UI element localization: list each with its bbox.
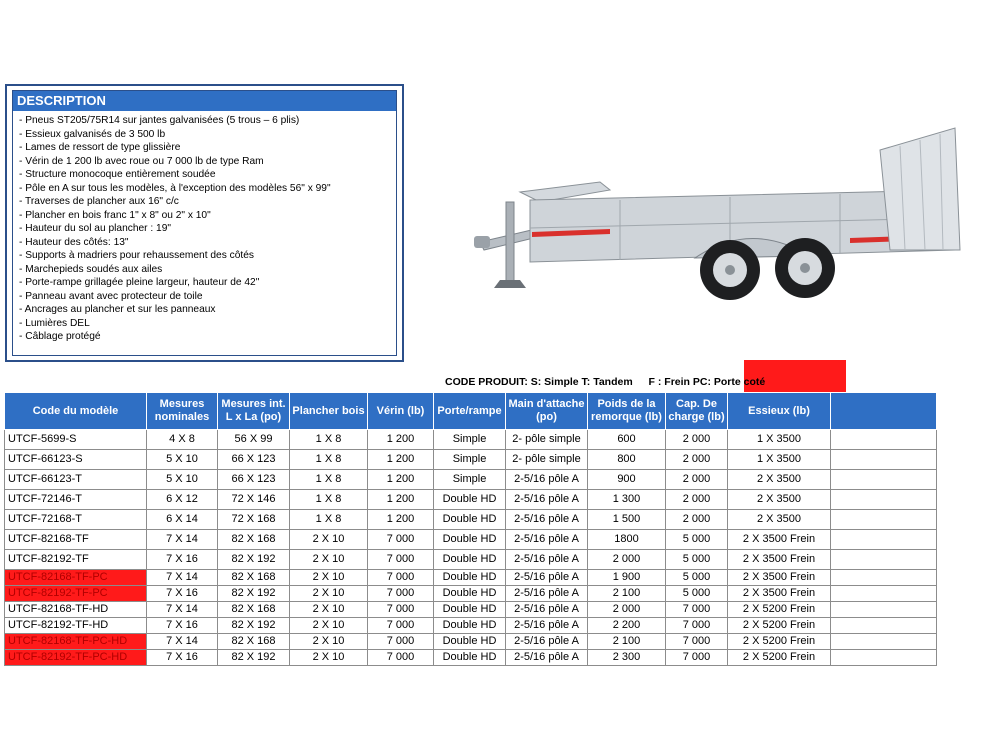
cell-coupler: 2-5/16 pôle A [506, 570, 588, 586]
header-nominal-size: Mesures nominales [147, 393, 218, 430]
cell-axles: 2 X 5200 Frein [728, 602, 831, 618]
description-item: - Vérin de 1 200 lb avec roue ou 7 000 lb de type Ram [19, 155, 264, 167]
table-body [5, 430, 937, 666]
cell-capacity: 2 000 [666, 450, 728, 470]
cell-interior: 66 X 123 [218, 450, 290, 470]
cell-model-code: UTCF-66123-S [5, 450, 147, 470]
cell-extra [831, 510, 937, 530]
cell-model-code: UTCF-82168-TF-PC-HD [5, 634, 147, 650]
header-jack: Vérin (lb) [368, 393, 434, 430]
cell-nominal: 5 X 10 [147, 450, 218, 470]
table-row [5, 570, 937, 586]
cell-floor: 2 X 10 [290, 602, 368, 618]
cell-capacity: 2 000 [666, 430, 728, 450]
cell-interior: 72 X 146 [218, 490, 290, 510]
cell-gate: Simple [434, 450, 506, 470]
cell-model-code: UTCF-82168-TF [5, 530, 147, 550]
cell-capacity: 2 000 [666, 510, 728, 530]
description-item: - Plancher en bois franc 1" x 8" ou 2" x 10" [19, 209, 211, 221]
cell-extra [831, 490, 937, 510]
product-code-legend [445, 376, 765, 388]
cell-coupler: 2-5/16 pôle A [506, 602, 588, 618]
cell-weight: 1800 [588, 530, 666, 550]
cell-nominal: 6 X 14 [147, 510, 218, 530]
table-row [5, 618, 937, 634]
cell-jack: 7 000 [368, 530, 434, 550]
header-model-code: Code du modèle [5, 393, 147, 430]
cell-axles: 2 X 3500 [728, 470, 831, 490]
table-row [5, 510, 937, 530]
description-item: - Essieux galvanisés de 3 500 lb [19, 128, 166, 140]
cell-model-code: UTCF-66123-T [5, 470, 147, 490]
cell-weight: 2 100 [588, 586, 666, 602]
cell-interior: 82 X 168 [218, 602, 290, 618]
cell-model-code: UTCF-5699-S [5, 430, 147, 450]
table-row [5, 450, 937, 470]
cell-model-code: UTCF-82168-TF-HD [5, 602, 147, 618]
cell-capacity: 2 000 [666, 490, 728, 510]
cell-floor: 2 X 10 [290, 634, 368, 650]
cell-gate: Double HD [434, 634, 506, 650]
cell-extra [831, 470, 937, 490]
cell-coupler: 2-5/16 pôle A [506, 618, 588, 634]
cell-coupler: 2-5/16 pôle A [506, 470, 588, 490]
header-wood-floor: Plancher bois [290, 393, 368, 430]
cell-weight: 2 000 [588, 550, 666, 570]
cell-gate: Double HD [434, 602, 506, 618]
cell-weight: 2 100 [588, 634, 666, 650]
table-row [5, 530, 937, 550]
cell-interior: 82 X 192 [218, 650, 290, 666]
models-table [4, 392, 937, 666]
cell-extra [831, 634, 937, 650]
cell-axles: 2 X 3500 Frein [728, 530, 831, 550]
description-item: - Ancrages au plancher et sur les panneaux [19, 304, 216, 315]
description-item: - Panneau avant avec protecteur de toile [19, 290, 203, 302]
legend-simple: S: Simple [530, 376, 579, 388]
cell-jack: 7 000 [368, 550, 434, 570]
cell-axles: 2 X 5200 Frein [728, 634, 831, 650]
cell-coupler: 2-5/16 pôle A [506, 586, 588, 602]
cell-weight: 1 500 [588, 510, 666, 530]
cell-axles: 2 X 3500 Frein [728, 586, 831, 602]
cell-capacity: 7 000 [666, 634, 728, 650]
cell-nominal: 4 X 8 [147, 430, 218, 450]
description-item: - Supports à madriers pour rehaussement des côtés [19, 250, 254, 261]
trailer-wheel-rear [775, 238, 835, 298]
table-row [5, 470, 937, 490]
description-item: - Câblage protégé [19, 331, 101, 342]
cell-nominal: 7 X 16 [147, 586, 218, 602]
cell-axles: 2 X 3500 [728, 490, 831, 510]
cell-jack: 7 000 [368, 650, 434, 666]
cell-nominal: 7 X 16 [147, 550, 218, 570]
cell-gate: Double HD [434, 530, 506, 550]
cell-floor: 2 X 10 [290, 570, 368, 586]
cell-axles: 2 X 3500 [728, 510, 831, 530]
cell-jack: 7 000 [368, 586, 434, 602]
legend-tandem: T: Tandem [581, 376, 633, 388]
cell-floor: 2 X 10 [290, 530, 368, 550]
cell-coupler: 2-5/16 pôle A [506, 550, 588, 570]
header-trailer-weight: Poids de la remorque (lb) [588, 393, 666, 430]
cell-jack: 7 000 [368, 634, 434, 650]
cell-coupler: 2-5/16 pôle A [506, 634, 588, 650]
cell-model-code: UTCF-72146-T [5, 490, 147, 510]
cell-axles: 2 X 3500 Frein [728, 570, 831, 586]
cell-jack: 1 200 [368, 450, 434, 470]
cell-capacity: 7 000 [666, 650, 728, 666]
cell-extra [831, 618, 937, 634]
cell-extra [831, 650, 937, 666]
table-row [5, 586, 937, 602]
table-header-row [5, 393, 937, 430]
cell-jack: 7 000 [368, 618, 434, 634]
cell-interior: 72 X 168 [218, 510, 290, 530]
cell-extra [831, 550, 937, 570]
cell-coupler: 2- pôle simple [506, 430, 588, 450]
cell-nominal: 7 X 14 [147, 634, 218, 650]
cell-floor: 2 X 10 [290, 550, 368, 570]
cell-jack: 7 000 [368, 602, 434, 618]
header-axles: Essieux (lb) [728, 393, 831, 430]
table-row [5, 430, 937, 450]
cell-interior: 82 X 168 [218, 634, 290, 650]
cell-jack: 1 200 [368, 510, 434, 530]
table-row [5, 650, 937, 666]
cell-model-code: UTCF-82192-TF-PC [5, 586, 147, 602]
cell-coupler: 2- pôle simple [506, 450, 588, 470]
cell-weight: 600 [588, 430, 666, 450]
cell-nominal: 7 X 16 [147, 618, 218, 634]
description-panel [5, 84, 404, 362]
description-item: - Traverses de plancher aux 16" c/c [19, 196, 179, 207]
cell-capacity: 5 000 [666, 530, 728, 550]
trailer-jack-foot [494, 280, 526, 288]
cell-model-code: UTCF-82192-TF-PC-HD [5, 650, 147, 666]
header-load-capacity: Cap. De charge (lb) [666, 393, 728, 430]
cell-capacity: 2 000 [666, 470, 728, 490]
cell-interior: 56 X 99 [218, 430, 290, 450]
cell-extra [831, 430, 937, 450]
cell-jack: 1 200 [368, 490, 434, 510]
cell-nominal: 5 X 10 [147, 470, 218, 490]
cell-interior: 82 X 168 [218, 570, 290, 586]
cell-jack: 1 200 [368, 470, 434, 490]
trailer-coupler [474, 236, 490, 248]
cell-coupler: 2-5/16 pôle A [506, 510, 588, 530]
cell-weight: 2 200 [588, 618, 666, 634]
legend-label: CODE PRODUIT: [445, 376, 528, 388]
cell-floor: 2 X 10 [290, 586, 368, 602]
legend-frein: F : Frein [648, 376, 690, 388]
cell-capacity: 5 000 [666, 550, 728, 570]
description-item: - Hauteur des côtés: 13" [19, 236, 129, 248]
cell-axles: 2 X 5200 Frein [728, 650, 831, 666]
table-row [5, 602, 937, 618]
cell-floor: 1 X 8 [290, 490, 368, 510]
cell-weight: 1 900 [588, 570, 666, 586]
cell-gate: Double HD [434, 586, 506, 602]
cell-gate: Double HD [434, 490, 506, 510]
header-coupler: Main d'attache (po) [506, 393, 588, 430]
cell-nominal: 7 X 14 [147, 530, 218, 550]
cell-jack: 1 200 [368, 430, 434, 450]
cell-gate: Double HD [434, 650, 506, 666]
cell-gate: Double HD [434, 550, 506, 570]
cell-extra [831, 530, 937, 550]
table-row [5, 490, 937, 510]
description-item: - Hauteur du sol au plancher : 19" [19, 223, 171, 234]
description-item: - Structure monocoque entièrement soudée [19, 169, 216, 180]
cell-coupler: 2-5/16 pôle A [506, 530, 588, 550]
cell-floor: 1 X 8 [290, 470, 368, 490]
cell-gate: Double HD [434, 570, 506, 586]
description-item: - Pneus ST205/75R14 sur jantes galvanisées (5 trous – 6 plis) [19, 115, 300, 126]
cell-weight: 900 [588, 470, 666, 490]
cell-extra [831, 602, 937, 618]
cell-nominal: 7 X 14 [147, 570, 218, 586]
cell-gate: Simple [434, 430, 506, 450]
cell-interior: 82 X 192 [218, 586, 290, 602]
cell-interior: 82 X 192 [218, 618, 290, 634]
cell-jack: 7 000 [368, 570, 434, 586]
cell-gate: Simple [434, 470, 506, 490]
cell-floor: 2 X 10 [290, 618, 368, 634]
legend-porte-cote: PC: Porte coté [692, 376, 766, 388]
cell-capacity: 7 000 [666, 602, 728, 618]
cell-interior: 66 X 123 [218, 470, 290, 490]
cell-floor: 1 X 8 [290, 510, 368, 530]
cell-gate: Double HD [434, 510, 506, 530]
description-title: DESCRIPTION [13, 91, 396, 111]
cell-nominal: 7 X 14 [147, 602, 218, 618]
header-gate-ramp: Porte/rampe [434, 393, 506, 430]
description-inner-frame [12, 90, 397, 356]
trailer-wheel-front [700, 240, 760, 300]
header-extra [831, 393, 937, 430]
header-interior-size: Mesures int. L x La (po) [218, 393, 290, 430]
cell-weight: 2 000 [588, 602, 666, 618]
cell-capacity: 5 000 [666, 586, 728, 602]
description-item: - Lumières DEL [19, 317, 90, 329]
description-item: - Pôle en A sur tous les modèles, à l'exception des modèles 56" x 99" [19, 182, 331, 194]
cell-coupler: 2-5/16 pôle A [506, 490, 588, 510]
cell-gate: Double HD [434, 618, 506, 634]
cell-floor: 1 X 8 [290, 450, 368, 470]
description-item: - Porte-rampe grillagée pleine largeur, hauteur de 42" [19, 277, 260, 288]
cell-interior: 82 X 192 [218, 550, 290, 570]
cell-floor: 1 X 8 [290, 430, 368, 450]
cell-model-code: UTCF-82192-TF-HD [5, 618, 147, 634]
cell-model-code: UTCF-72168-T [5, 510, 147, 530]
cell-axles: 1 X 3500 [728, 430, 831, 450]
description-item: - Lames de ressort de type glissière [19, 142, 181, 153]
cell-capacity: 5 000 [666, 570, 728, 586]
cell-weight: 2 300 [588, 650, 666, 666]
table-row [5, 634, 937, 650]
utility-trailer-illustration [470, 120, 970, 310]
cell-nominal: 7 X 16 [147, 650, 218, 666]
cell-interior: 82 X 168 [218, 530, 290, 550]
cell-extra [831, 450, 937, 470]
cell-extra [831, 570, 937, 586]
trailer-jack [506, 202, 514, 282]
cell-model-code: UTCF-82192-TF [5, 550, 147, 570]
cell-weight: 800 [588, 450, 666, 470]
table-row [5, 550, 937, 570]
cell-axles: 2 X 3500 Frein [728, 550, 831, 570]
cell-extra [831, 586, 937, 602]
cell-capacity: 7 000 [666, 618, 728, 634]
cell-axles: 1 X 3500 [728, 450, 831, 470]
cell-coupler: 2-5/16 pôle A [506, 650, 588, 666]
cell-weight: 1 300 [588, 490, 666, 510]
cell-model-code: UTCF-82168-TF-PC [5, 570, 147, 586]
description-list [13, 111, 396, 347]
description-item: - Marchepieds soudés aux ailes [19, 263, 163, 275]
cell-floor: 2 X 10 [290, 650, 368, 666]
cell-nominal: 6 X 12 [147, 490, 218, 510]
cell-axles: 2 X 5200 Frein [728, 618, 831, 634]
